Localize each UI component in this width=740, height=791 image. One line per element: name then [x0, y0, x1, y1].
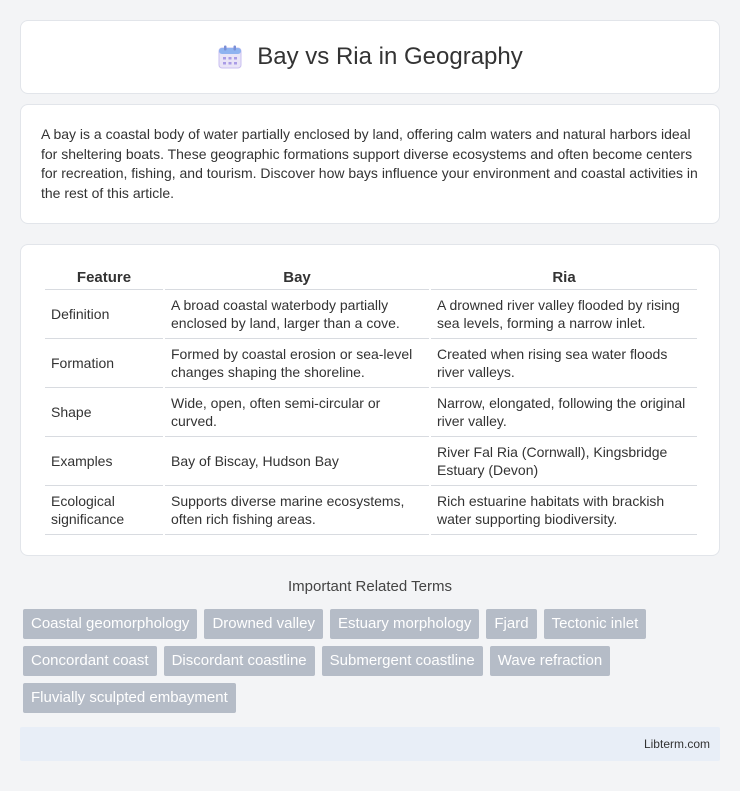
tag-submergent-coastline[interactable]: Submergent coastline [322, 646, 483, 676]
tag-drowned-valley[interactable]: Drowned valley [204, 609, 323, 639]
comparison-card [20, 244, 720, 556]
table-row [45, 388, 697, 437]
footer-site-link[interactable]: Libterm.com [643, 737, 710, 751]
table-row [45, 437, 697, 486]
cell-ria: A drowned river valley flooded by rising sea levels, forming a narrow inlet. [431, 290, 697, 339]
cell-feature: Ecological significance [45, 486, 163, 535]
tag-row [23, 646, 723, 676]
footer [20, 727, 720, 761]
intro-card [20, 104, 720, 224]
tag-estuary-morphology[interactable]: Estuary morphology [330, 609, 479, 639]
tag-concordant-coast[interactable]: Concordant coast [23, 646, 157, 676]
cell-bay: Bay of Biscay, Hudson Bay [165, 437, 429, 486]
tag-tectonic-inlet[interactable]: Tectonic inlet [544, 609, 647, 639]
cell-feature: Definition [45, 290, 163, 339]
comparison-table [43, 265, 699, 535]
intro-text: A bay is a coastal body of water partially enclosed by land, offering calm waters and natural harbors ideal for sheltering boats. These geographic formations support diverse ecosystems and often become centers for recreation, fishing, and tourism. Discover how bays influence your environment and coastal activities in the rest of this article. [41, 126, 698, 201]
cell-ria: Rich estuarine habitats with brackish water supporting biodiversity. [431, 486, 697, 535]
table-row [45, 339, 697, 388]
header-feature: Feature [45, 265, 163, 290]
table-row [45, 290, 697, 339]
tag-fjard[interactable]: Fjard [486, 609, 536, 639]
tag-wave-refraction[interactable]: Wave refraction [490, 646, 610, 676]
cell-ria: Created when rising sea water floods river valleys. [431, 339, 697, 388]
tag-row [23, 683, 723, 713]
cell-bay: A broad coastal waterbody partially enclosed by land, larger than a cove. [165, 290, 429, 339]
cell-bay: Wide, open, often semi-circular or curved. [165, 388, 429, 437]
cell-ria: River Fal Ria (Cornwall), Kingsbridge Estuary (Devon) [431, 437, 697, 486]
related-terms-title: Important Related Terms [288, 578, 452, 595]
cell-bay: Formed by coastal erosion or sea-level changes shaping the shoreline. [165, 339, 429, 388]
cell-feature: Shape [45, 388, 163, 437]
header-card [20, 20, 720, 94]
tag-row [23, 609, 723, 639]
tag-discordant-coastline[interactable]: Discordant coastline [164, 646, 315, 676]
calendar-icon [217, 44, 243, 70]
related-terms-tags [23, 609, 723, 720]
header-ria: Ria [431, 265, 697, 290]
cell-feature: Examples [45, 437, 163, 486]
table-row [45, 486, 697, 535]
table-header-row [45, 265, 697, 290]
tag-fluvially-sculpted-embayment[interactable]: Fluvially sculpted embayment [23, 683, 236, 713]
tag-coastal-geomorphology[interactable]: Coastal geomorphology [23, 609, 197, 639]
cell-ria: Narrow, elongated, following the original river valley. [431, 388, 697, 437]
header-bay: Bay [165, 265, 429, 290]
page-title: Bay vs Ria in Geography [257, 43, 523, 70]
cell-bay: Supports diverse marine ecosystems, often rich fishing areas. [165, 486, 429, 535]
cell-feature: Formation [45, 339, 163, 388]
